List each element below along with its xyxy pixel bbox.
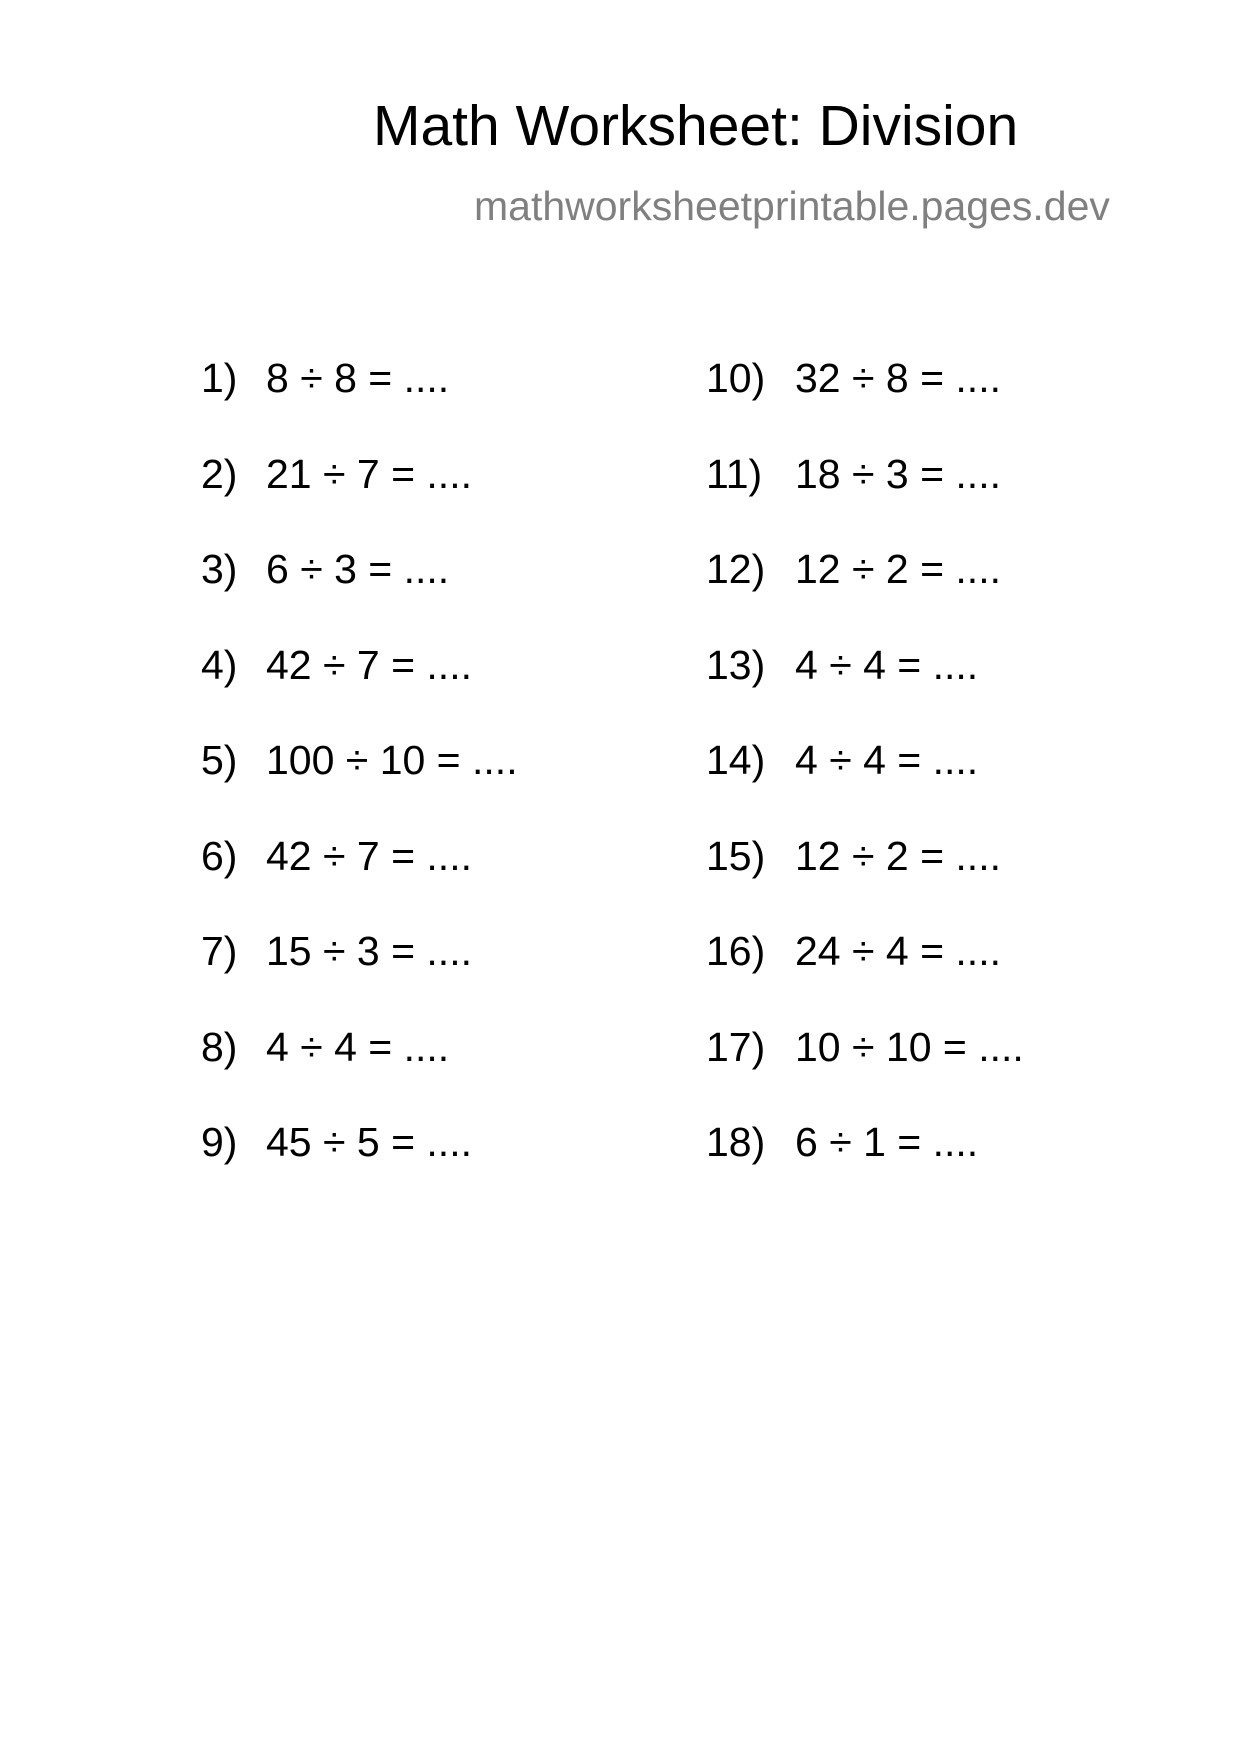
problem-number: 14) [706,737,766,783]
problem-expression: 15 ÷ 3 = .... [266,928,472,974]
problem-expression: 32 ÷ 8 = .... [795,355,1001,401]
problem-item [201,929,518,1025]
problem-number: 4) [201,641,238,688]
problem-number: 11) [706,450,763,497]
problem-number: 6) [201,832,238,879]
problem-expression: 4 ÷ 4 = .... [795,641,979,688]
problem-item [201,1025,518,1121]
problem-item [706,356,1024,452]
problem-item [201,738,518,834]
problem-expression: 12 ÷ 2 = .... [795,546,1001,592]
problem-number: 8) [201,1023,238,1070]
problem-item [201,834,518,930]
problem-expression: 42 ÷ 7 = .... [266,832,472,879]
site-url: mathworksheetprintable.pages.dev [474,183,1110,229]
problem-item [706,929,1024,1025]
problem-expression: 8 ÷ 8 = .... [266,355,450,401]
problem-number: 5) [201,737,238,783]
problem-item [706,643,1024,739]
problem-expression: 24 ÷ 4 = .... [795,928,1001,974]
problem-number: 17) [706,1023,766,1070]
problem-expression: 4 ÷ 4 = .... [795,737,979,783]
problem-item [201,452,518,548]
problem-expression: 10 ÷ 10 = .... [795,1023,1024,1070]
problem-expression: 4 ÷ 4 = .... [266,1023,450,1070]
problem-expression: 6 ÷ 3 = .... [266,546,450,592]
problem-number: 16) [706,928,766,974]
problem-item [706,1120,1024,1216]
problem-number: 1) [201,355,238,401]
problems-column-left [201,356,518,1216]
problem-expression: 45 ÷ 5 = .... [266,1119,472,1165]
worksheet-title: Math Worksheet: Division [373,94,1019,158]
problem-number: 12) [706,546,766,592]
problem-number: 3) [201,546,238,592]
problem-number: 2) [201,450,238,497]
problem-item [201,547,518,643]
problem-expression: 12 ÷ 2 = .... [795,832,1001,879]
problem-item [706,738,1024,834]
problem-number: 18) [706,1119,766,1165]
problem-item [706,834,1024,930]
problem-number: 7) [201,928,238,974]
problem-expression: 18 ÷ 3 = .... [795,450,1001,497]
problem-item [201,1120,518,1216]
problem-expression: 100 ÷ 10 = .... [266,737,518,783]
problem-item [201,356,518,452]
problem-number: 15) [706,832,766,879]
problem-item [706,547,1024,643]
problem-item [201,643,518,739]
problem-number: 10) [706,355,766,401]
problem-expression: 21 ÷ 7 = .... [266,450,472,497]
problem-item [706,1025,1024,1121]
problems-column-right [706,356,1024,1216]
problem-expression: 42 ÷ 7 = .... [266,641,472,688]
problem-number: 9) [201,1119,238,1165]
problem-item [706,452,1024,548]
problem-number: 13) [706,641,766,688]
problem-expression: 6 ÷ 1 = .... [795,1119,979,1165]
